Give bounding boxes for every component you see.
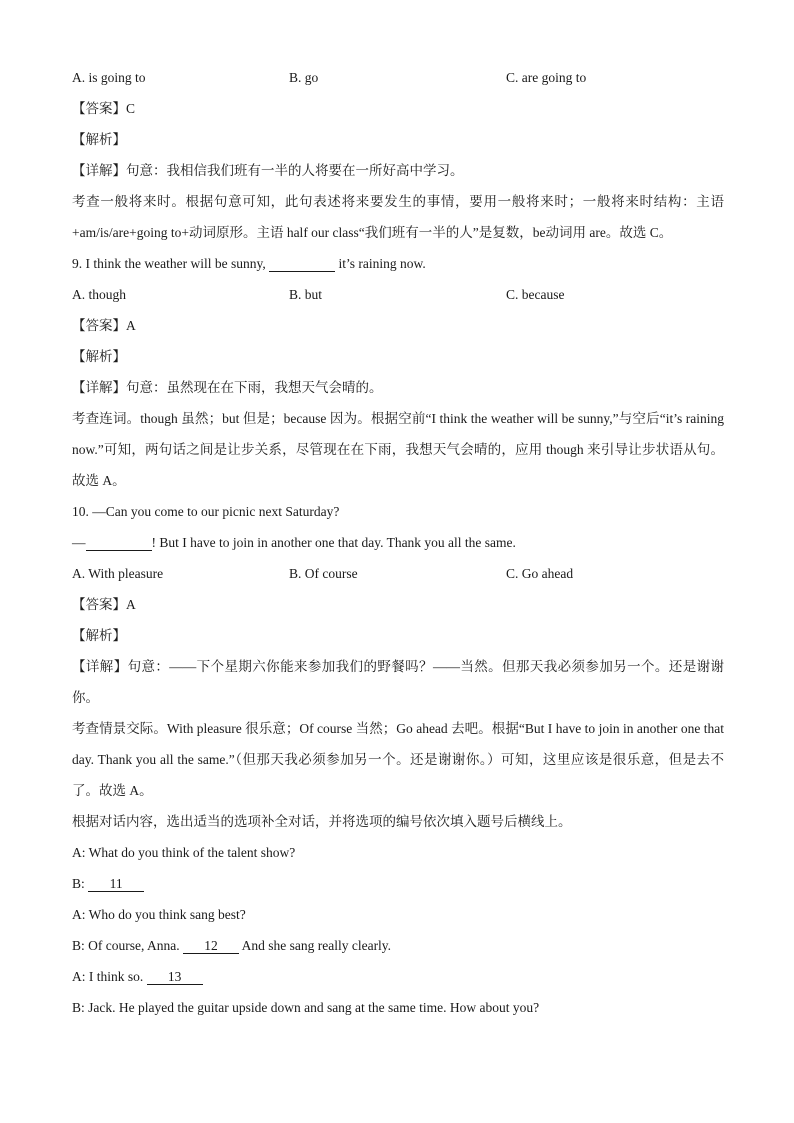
q10-option-b: B. Of course bbox=[289, 566, 358, 581]
q8-options bbox=[72, 62, 724, 93]
q10-stem-after: ! But I have to join in another one that day. Thank you all the same. bbox=[151, 535, 516, 550]
q9-option-b: B. but bbox=[289, 287, 323, 302]
q10-detail: 【详解】句意：——下个星期六你能来参加我们的野餐吗？——当然。但那天我必须参加另一个。还是谢谢你。 bbox=[72, 659, 724, 705]
q10-stem-dash: — bbox=[72, 535, 86, 550]
dialog-line-2-speaker: B: bbox=[72, 876, 89, 891]
q8-option-b: B. go bbox=[289, 70, 319, 85]
q9-explanation: 考查连词。though 虽然；but 但是；because 因为。根据空前“I think the weather will be sunny,”与空后“it’s raining now.”可知，两句话之间是让步关系，尽管现在在下雨，我想天气会晴的，应用 though 来引导让步状语从句。故选 A。 bbox=[72, 411, 724, 488]
q8-option-a: A. is going to bbox=[72, 70, 146, 85]
dialog-blank-13: 13 bbox=[147, 970, 203, 985]
dialog-line-3: A: Who do you think sang best? bbox=[72, 907, 246, 922]
q10-stem-line2 bbox=[72, 527, 724, 558]
q10-option-a: A. With pleasure bbox=[72, 566, 164, 581]
document-page bbox=[72, 62, 724, 1023]
q10-explanation: 考查情景交际。With pleasure 很乐意；Of course 当然；Go ahead 去吧。根据“But I have to join in another one that day. Thank you all the same.”（但那天我必须参加另一个。还是谢谢你。）可知，这里应该是很乐意，但是去不了。故选 A。 bbox=[72, 721, 724, 798]
dialog-line-5-before: A: I think so. bbox=[72, 969, 147, 984]
dialog-line-4-after: And she sang really clearly. bbox=[238, 938, 392, 953]
q8-explanation: 考查一般将来时。根据句意可知，此句表述将来要发生的事情，要用一般将来时；一般将来时结构：主语+am/is/are+going to+动词原形。主语 half our class“我们班有一半的人”是复数，be动词用 are。故选 C。 bbox=[72, 194, 724, 240]
dialog-line-4 bbox=[72, 930, 724, 961]
q9-detail: 【详解】句意：虽然现在在下雨，我想天气会晴的。 bbox=[72, 380, 383, 395]
q8-option-c: C. are going to bbox=[506, 70, 587, 85]
q9-answer: 【答案】A bbox=[72, 318, 136, 333]
q10-blank bbox=[86, 536, 152, 551]
q9-stem-after: it’s raining now. bbox=[335, 256, 426, 271]
q9-blank bbox=[269, 257, 335, 272]
dialog-blank-11: 11 bbox=[88, 877, 144, 892]
dialog-blank-12: 12 bbox=[183, 939, 239, 954]
q8-answer: 【答案】C bbox=[72, 101, 136, 116]
q8-detail: 【详解】句意：我相信我们班有一半的人将要在一所好高中学习。 bbox=[72, 163, 464, 178]
q10-options bbox=[72, 558, 724, 589]
q9-analysis-heading: 【解析】 bbox=[72, 349, 126, 364]
dialog-line-6: B: Jack. He played the guitar upside down and sang at the same time. How about you? bbox=[72, 1000, 540, 1015]
q9-stem-before: 9. I think the weather will be sunny, bbox=[72, 256, 270, 271]
q9-option-a: A. though bbox=[72, 287, 126, 302]
q10-stem-line1: 10. —Can you come to our picnic next Saturday? bbox=[72, 504, 340, 519]
q10-analysis-heading: 【解析】 bbox=[72, 628, 126, 643]
dialog-instruction: 根据对话内容，选出适当的选项补全对话，并将选项的编号依次填入题号后横线上。 bbox=[72, 814, 572, 829]
dialog-line-4-before: B: Of course, Anna. bbox=[72, 938, 183, 953]
q9-options bbox=[72, 279, 724, 310]
q9-stem bbox=[72, 248, 724, 279]
dialog-line-1: A: What do you think of the talent show? bbox=[72, 845, 296, 860]
dialog-line-5 bbox=[72, 961, 724, 992]
q10-option-c: C. Go ahead bbox=[506, 566, 574, 581]
q10-answer: 【答案】A bbox=[72, 597, 136, 612]
q8-analysis-heading: 【解析】 bbox=[72, 132, 126, 147]
dialog-line-2 bbox=[72, 868, 724, 899]
q9-option-c: C. because bbox=[506, 287, 565, 302]
